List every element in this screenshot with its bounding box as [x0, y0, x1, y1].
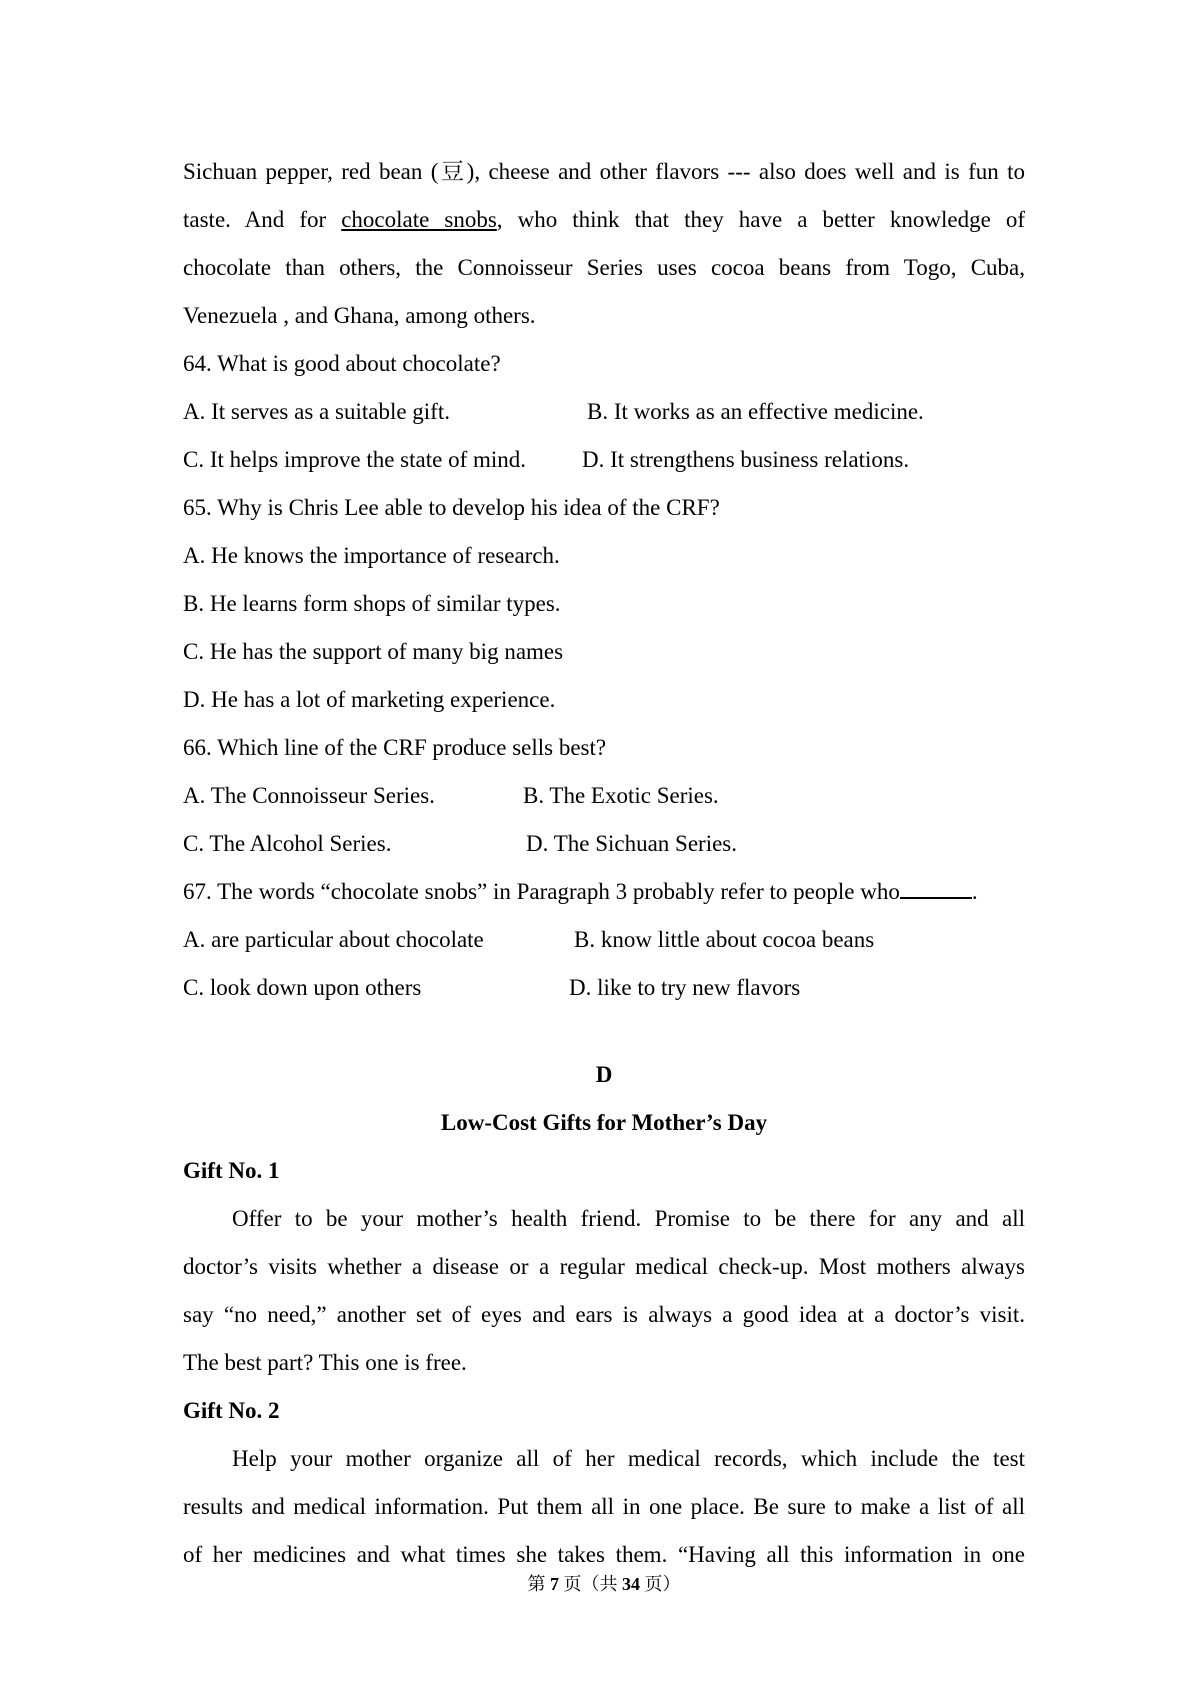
question-stem: 65. Why is Chris Lee able to develop his idea of the CRF?	[183, 495, 720, 520]
gift-line: Help your mother organize all of her medical records, which include the test	[232, 1446, 1025, 1471]
page-total: 34	[622, 1574, 640, 1594]
option-c: C. The Alcohol Series.	[183, 831, 392, 856]
option-c: C. It helps improve the state of mind.	[183, 447, 527, 472]
option-b: B. The Exotic Series.	[523, 783, 719, 808]
option-b: B. He learns form shops of similar types.	[183, 591, 561, 616]
option-a: A. The Connoisseur Series.	[183, 783, 435, 808]
question-stem-end: .	[971, 879, 978, 904]
passage-line: Sichuan pepper, red bean (豆), cheese and other flavors --- also does well and is fun to	[183, 159, 1025, 184]
page-number: 7	[550, 1574, 559, 1594]
section-letter: D	[595, 1062, 613, 1087]
question-stem	[183, 877, 978, 907]
option-d: D. It strengthens business relations.	[582, 447, 910, 472]
underlined-term: chocolate snobs	[341, 207, 497, 232]
passage-text: taste. And for	[183, 207, 342, 232]
passage-line: chocolate than others, the Connoisseur Series uses cocoa beans from Togo, Cuba,	[183, 255, 1025, 280]
question-stem: 66. Which line of the CRF produce sells best?	[183, 735, 607, 760]
option-d: D. like to try new flavors	[569, 975, 801, 1000]
passage-line	[183, 205, 1025, 235]
gift-line: The best part? This one is free.	[183, 1350, 467, 1375]
gift-line: Offer to be your mother’s health friend. Promise to be there for any and all	[232, 1206, 1025, 1231]
option-d: D. The Sichuan Series.	[526, 831, 738, 856]
option-a: A. He knows the importance of research.	[183, 543, 560, 568]
footer-text: 页）	[644, 1574, 681, 1594]
footer-text: 第	[527, 1574, 546, 1594]
section-title: Low-Cost Gifts for Mother’s Day	[440, 1110, 768, 1135]
option-c: C. He has the support of many big names	[183, 639, 564, 664]
footer-text: 页（共	[563, 1574, 618, 1594]
option-a: A. are particular about chocolate	[183, 927, 484, 952]
passage-text: , who think that they have a better knowledge of	[496, 207, 1025, 232]
question-stem: 64. What is good about chocolate?	[183, 351, 501, 376]
option-d: D. He has a lot of marketing experience.	[183, 687, 556, 712]
gift-line: say “no need,” another set of eyes and ears is always a good idea at a doctor’s visit.	[183, 1302, 1025, 1327]
answer-blank	[900, 879, 972, 899]
option-b: B. It works as an effective medicine.	[587, 399, 924, 424]
question-stem-text: 67. The words “chocolate snobs” in Paragraph 3 probably refer to people who	[183, 879, 900, 904]
gift-line: results and medical information. Put them all in one place. Be sure to make a list of all	[183, 1494, 1025, 1519]
option-a: A. It serves as a suitable gift.	[183, 399, 450, 424]
page-footer	[0, 1572, 1200, 1596]
gift-heading: Gift No. 2	[183, 1398, 280, 1423]
gift-line: doctor’s visits whether a disease or a regular medical check-up. Most mothers always	[183, 1254, 1025, 1279]
gift-heading: Gift No. 1	[183, 1158, 280, 1183]
option-b: B. know little about cocoa beans	[574, 927, 875, 952]
option-c: C. look down upon others	[183, 975, 422, 1000]
gift-line: of her medicines and what times she takes them. “Having all this information in one	[183, 1542, 1025, 1567]
passage-line: Venezuela , and Ghana, among others.	[183, 303, 536, 328]
